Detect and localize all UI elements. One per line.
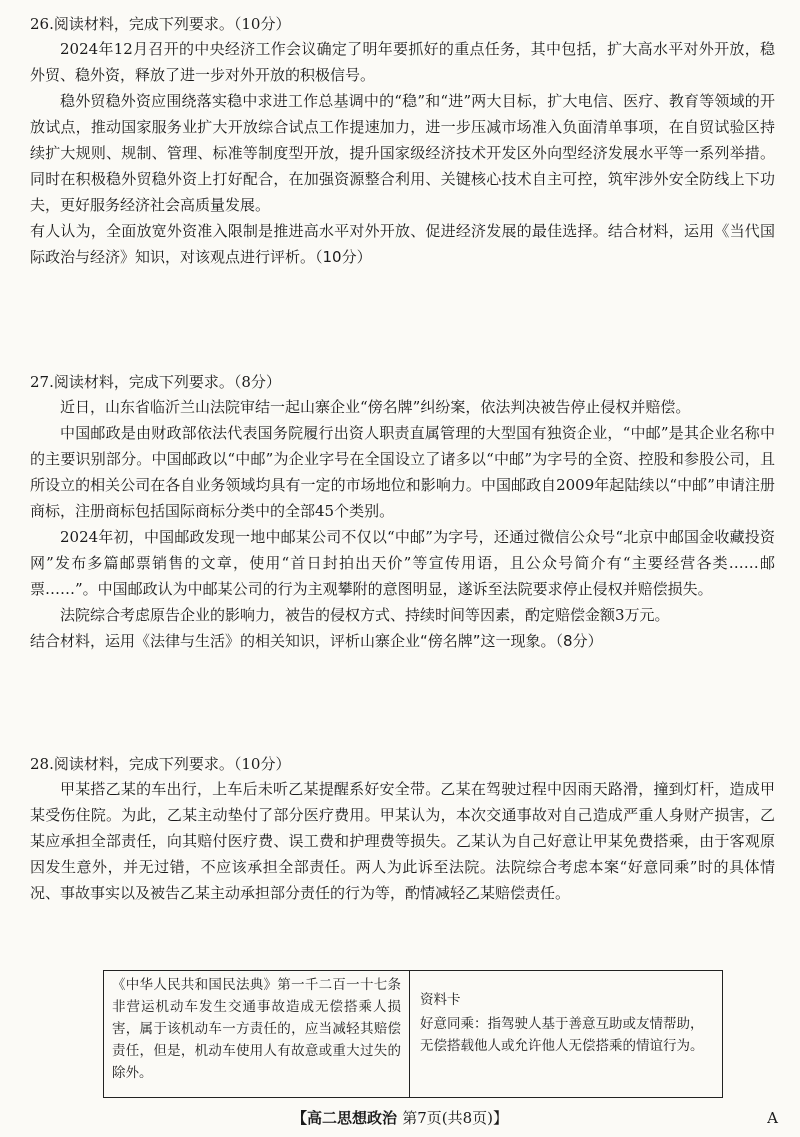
question-26-requirement: 有人认为，全面放宽外资准入限制是推进高水平对外开放、促进经济发展的最佳选择。结合材料，运用《当代国际政治与经济》知识，对该观点进行评析。（10分）	[30, 222, 775, 266]
paper-version: A	[767, 1109, 778, 1127]
question-27-paragraph-2: 中国邮政是由财政部依法代表国务院履行出资人职责直属管理的大型国有独资企业，“中邮”是其企业名称中的主要识别部分。中国邮政以“中邮”为企业字号在全国设立了诸多以“中邮”为字号的全资、控股和参股公司，且所设立的相关公司在各自业务领域均具有一定的市场地位和影响力。中国邮政自2009年起陆续以“中邮”申请注册商标，注册商标包括国际商标分类中的全部45个类别。	[30, 424, 775, 520]
question-26-paragraph-1: 2024年12月召开的中央经济工作会议确定了明年要抓好的重点任务，其中包括，扩大高水平对外开放，稳外贸、稳外资，释放了进一步对外开放的积极信号。	[30, 40, 775, 84]
question-28-header: 28.阅读材料，完成下列要求。（10分）	[30, 755, 291, 773]
question-28-paragraph-1: 甲某搭乙某的车出行，上车后未听乙某提醒系好安全带。乙某在驾驶过程中因雨天路滑，撞到灯杆，造成甲某受伤住院。为此，乙某主动垫付了部分医疗费用。甲某认为，本次交通事故对自己造成严重人身财产损害，乙某应承担全部责任，向其赔付医疗费、误工费和护理费等损失。乙某认为自己好意让甲某免费搭乘，由于客观原因发生意外，并无过错，不应该承担全部责任。两人为此诉至法院。法院综合考虑本案“好意同乘”时的具体情况、事故事实以及被告乙某主动承担部分责任的行为等，酌情减轻乙某赔偿责任。	[30, 780, 775, 902]
question-28-material-table	[103, 970, 723, 1098]
question-28	[30, 752, 775, 906]
info-card-title: 资料卡	[420, 992, 461, 1008]
question-26	[30, 12, 775, 270]
footer-subject: 【高二思想政治	[291, 1109, 397, 1127]
question-26-paragraph-2: 稳外贸稳外资应围绕落实稳中求进工作总基调中的“稳”和“进”两大目标，扩大电信、医疗、教育等领域的开放试点，推动国家服务业扩大开放综合试点工作提速加力，进一步压减市场准入负面清单事项，在自贸试验区持续扩大规则、规制、管理、标准等制度型开放，提升国家级经济技术开发区外向型经济发展水平等一系列举措。同时在积极稳外贸稳外资上打好配合，在加强资源整合利用、关键核心技术自主可控，筑牢涉外安全防线上下功夫，更好服务经济社会高质量发展。	[30, 92, 775, 214]
info-card-text: 好意同乘：指驾驶人基于善意互助或友情帮助，无偿搭载他人或允许他人无偿搭乘的情谊行为。	[420, 1016, 704, 1054]
civil-code-excerpt: 《中华人民共和国民法典》第一千二百一十七条非营运机动车发生交通事故造成无偿搭乘人损害，属于该机动车一方责任的，应当减轻其赔偿责任，但是，机动车使用人有故意或重大过失的除外。	[104, 971, 410, 1097]
question-27-paragraph-1: 近日，山东省临沂兰山法院审结一起山寨企业“傍名牌”纠纷案，依法判决被告停止侵权并赔偿。	[60, 398, 691, 416]
question-27-header: 27.阅读材料，完成下列要求。（8分）	[30, 373, 281, 391]
question-27	[30, 370, 775, 654]
question-26-header: 26.阅读材料，完成下列要求。（10分）	[30, 15, 291, 33]
footer-page-number: 第7页(共8页)】	[402, 1109, 509, 1127]
footer-center	[0, 1106, 800, 1130]
info-card	[410, 971, 722, 1097]
page-footer	[0, 1106, 800, 1130]
question-27-paragraph-3: 2024年初，中国邮政发现一地中邮某公司不仅以“中邮”为字号，还通过微信公众号“北京中邮国金收藏投资网”发布多篇邮票销售的文章，使用“首日封拍出天价”等宣传用语，且公众号简介有“主要经营各类……邮票……”。中国邮政认为中邮某公司的行为主观攀附的意图明显，遂诉至法院要求停止侵权并赔偿损失。	[30, 528, 775, 598]
question-27-paragraph-4: 法院综合考虑原告企业的影响力，被告的侵权方式、持续时间等因素，酌定赔偿金额3万元。	[60, 606, 670, 624]
question-27-requirement: 结合材料，运用《法律与生活》的相关知识，评析山寨企业“傍名牌”这一现象。（8分）	[30, 632, 603, 650]
